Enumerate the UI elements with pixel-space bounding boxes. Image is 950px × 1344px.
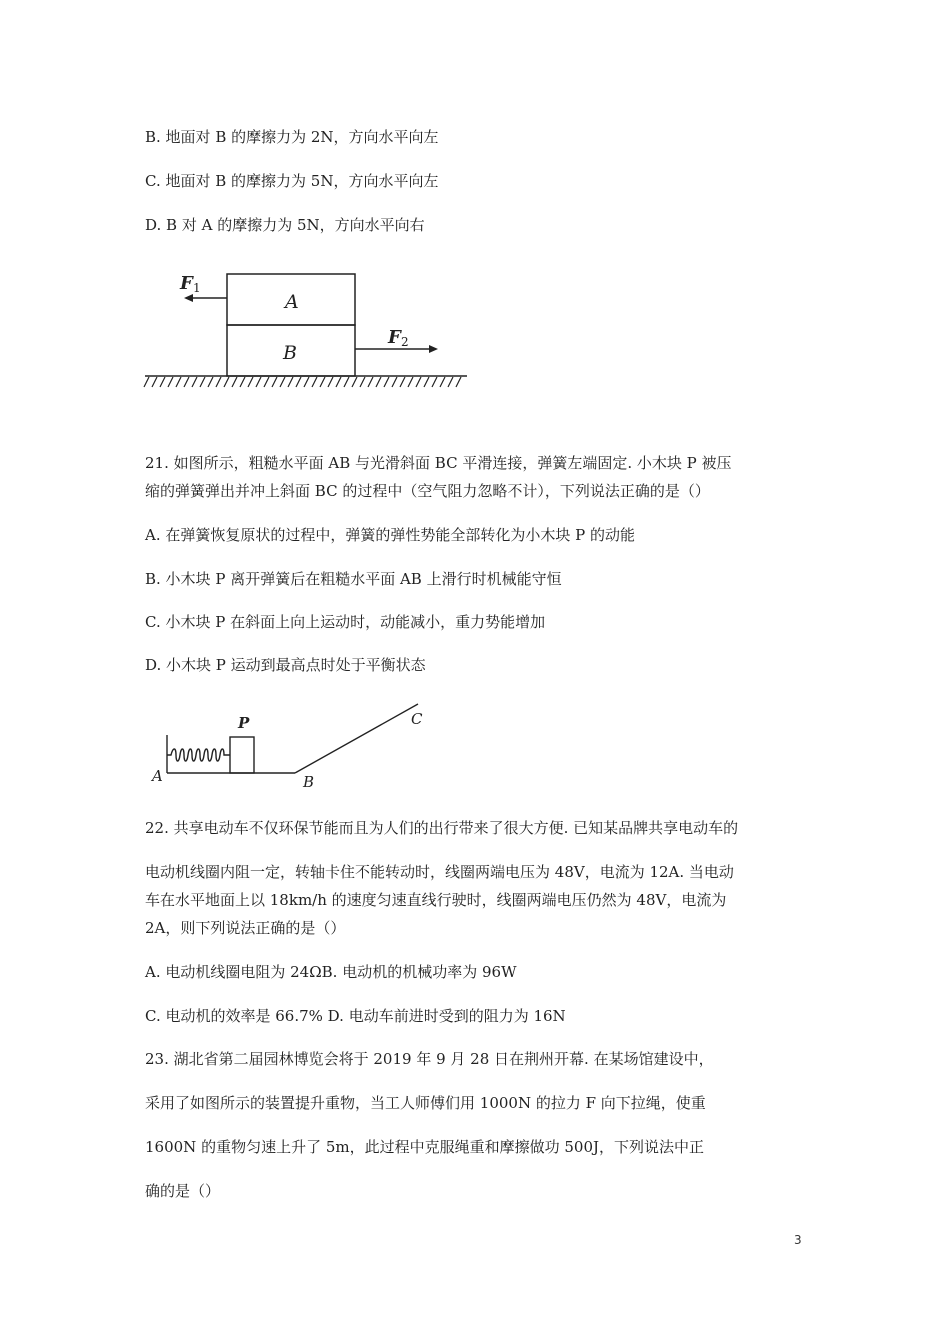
label-f2-sub: 2 (401, 335, 409, 349)
q20-option-d: D. B 对 A 的摩擦力为 5N，方向水平向右 (145, 216, 425, 234)
q22-option-ab: A. 电动机线圈电阻为 24ΩB. 电动机的机械功率为 96W (145, 963, 517, 981)
label-block-b: B (283, 342, 297, 364)
q20-figure (140, 262, 480, 397)
label-p: P (238, 714, 250, 732)
q22-stem-line-4: 2A，则下列说法正确的是（） (145, 919, 346, 937)
q21-option-b: B. 小木块 P 离开弹簧后在粗糙水平面 AB 上滑行时机械能守恒 (145, 570, 562, 588)
q21-figure (145, 700, 435, 790)
q22-option-cd: C. 电动机的效率是 66.7% D. 电动车前进时受到的阻力为 16N (145, 1007, 566, 1025)
ground-hatching (144, 377, 461, 387)
q21-option-a: A. 在弹簧恢复原状的过程中，弹簧的弹性势能全部转化为小木块 P 的动能 (145, 526, 636, 544)
label-b: B (303, 773, 315, 790)
q22-stem-line-1: 22. 共享电动车不仅环保节能而且为人们的出行带来了很大方便. 已知某品牌共享电动车的 (145, 819, 739, 837)
q21-stem-line-2: 缩的弹簧弹出并冲上斜面 BC 的过程中（空气阻力忽略不计），下列说法正确的是（） (145, 482, 710, 500)
label-f1-sub: 1 (193, 281, 201, 295)
q22-stem-line-3: 车在水平地面上以 18km/h 的速度匀速直线行驶时，线圈两端电压仍然为 48V，电流为 (145, 891, 727, 909)
label-a: A (152, 767, 163, 785)
q20-option-c: C. 地面对 B 的摩擦力为 5N，方向水平向左 (145, 172, 439, 190)
q23-stem-line-2: 采用了如图所示的装置提升重物，当工人师傅们用 1000N 的拉力 F 向下拉绳，使重 (145, 1094, 706, 1112)
incline-bc (295, 704, 418, 773)
label-f1: F (180, 273, 193, 294)
q21-option-d: D. 小木块 P 运动到最高点时处于平衡状态 (145, 656, 426, 674)
q21-stem-line-1: 21. 如图所示，粗糙水平面 AB 与光滑斜面 BC 平滑连接，弹簧左端固定. 小木块 P 被压 (145, 454, 732, 472)
page-number: 3 (794, 1233, 802, 1247)
spring (167, 749, 230, 761)
label-c: C (411, 710, 423, 728)
q21-option-c: C. 小木块 P 在斜面上向上运动时，动能减小，重力势能增加 (145, 613, 546, 631)
q23-stem-line-1: 23. 湖北省第二届园林博览会将于 2019 年 9 月 28 日在荆州开幕. 在某场馆建设中， (145, 1050, 714, 1068)
label-block-a: A (285, 291, 299, 313)
label-f2: F (388, 327, 401, 348)
q23-stem-line-3: 1600N 的重物匀速上升了 5m，此过程中克服绳重和摩擦做功 500J，下列说法中正 (145, 1138, 705, 1156)
q20-option-b: B. 地面对 B 的摩擦力为 2N，方向水平向左 (145, 128, 439, 146)
q23-stem-line-4: 确的是（） (145, 1182, 221, 1200)
q22-stem-line-2: 电动机线圈内阻一定，转轴卡住不能转动时，线圈两端电压为 48V，电流为 12A. 当电动 (145, 863, 734, 881)
block-p (230, 737, 254, 773)
